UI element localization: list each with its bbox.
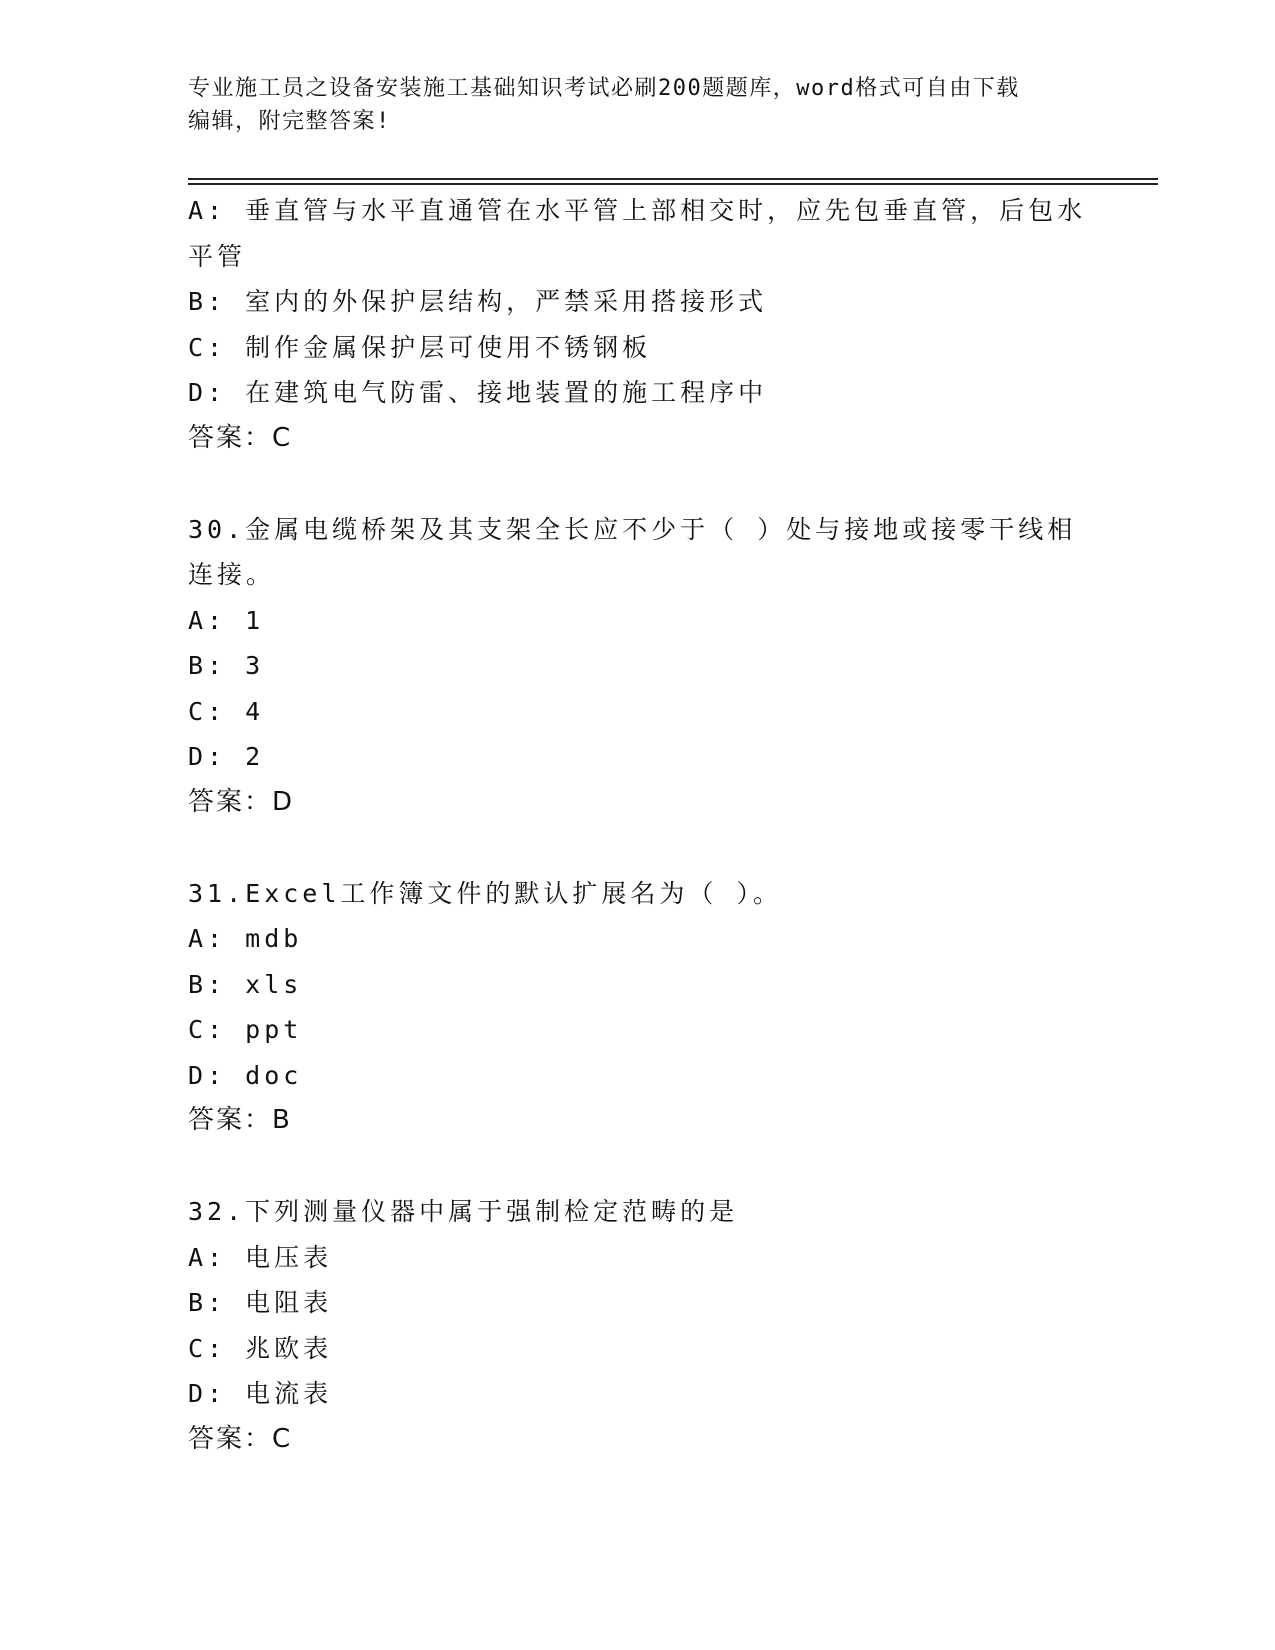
option-b: B: 室内的外保护层结构，严禁采用搭接形式 bbox=[188, 287, 768, 316]
header-line-1: 专业施工员之设备安装施工基础知识考试必刷200题题库，word格式可自由下载 bbox=[188, 76, 1020, 101]
question-31 bbox=[188, 871, 1118, 1144]
header-line-2: 编辑，附完整答案! bbox=[188, 109, 391, 134]
option-d: D: doc bbox=[188, 1060, 303, 1090]
question-29-options bbox=[188, 188, 1118, 461]
answer-line: 答案：D bbox=[188, 786, 295, 817]
document-header bbox=[188, 72, 1088, 138]
question-stem-line-1: 30.金属电缆桥架及其支架全长应不少于（ ）处与接地或接零干线相 bbox=[188, 514, 1077, 544]
spacer bbox=[188, 1144, 1118, 1190]
question-stem-line-1: 32.下列测量仪器中属于强制检定范畴的是 bbox=[188, 1197, 739, 1226]
option-b: B: 3 bbox=[188, 651, 265, 680]
question-30 bbox=[188, 507, 1118, 826]
header-divider-top bbox=[188, 178, 1158, 180]
answer-line: 答案：B bbox=[188, 1105, 292, 1135]
spacer bbox=[188, 825, 1118, 871]
option-c: C: 制作金属保护层可使用不锈钢板 bbox=[188, 332, 652, 362]
option-a: A: 电压表 bbox=[188, 1242, 333, 1272]
option-d: D: 电流表 bbox=[188, 1379, 333, 1408]
option-d: D: 在建筑电气防雷、接地装置的施工程序中 bbox=[188, 378, 768, 407]
option-c: C: 兆欧表 bbox=[188, 1333, 333, 1363]
option-c: C: ppt bbox=[188, 1015, 303, 1044]
question-stem-line-1: 31.Excel工作簿文件的默认扩展名为（ ）。 bbox=[188, 878, 782, 908]
answer-line: 答案：C bbox=[188, 1423, 293, 1454]
option-b: B: 电阻表 bbox=[188, 1288, 333, 1317]
option-b: B: xls bbox=[188, 969, 303, 999]
option-a-line-2: 平管 bbox=[188, 241, 247, 271]
question-32 bbox=[188, 1189, 1118, 1462]
answer-line: 答案：C bbox=[188, 422, 293, 453]
option-a: A: mdb bbox=[188, 924, 303, 953]
option-a-line-1: A: 垂直管与水平直通管在水平管上部相交时，应先包垂直管，后包水 bbox=[188, 196, 1087, 225]
header-divider-bottom bbox=[188, 183, 1158, 185]
option-c: C: 4 bbox=[188, 696, 265, 726]
spacer bbox=[188, 461, 1118, 507]
option-d: D: 2 bbox=[188, 742, 265, 771]
question-stem-line-2: 连接。 bbox=[188, 560, 276, 589]
option-a: A: 1 bbox=[188, 605, 265, 635]
question-content bbox=[188, 188, 1118, 1462]
